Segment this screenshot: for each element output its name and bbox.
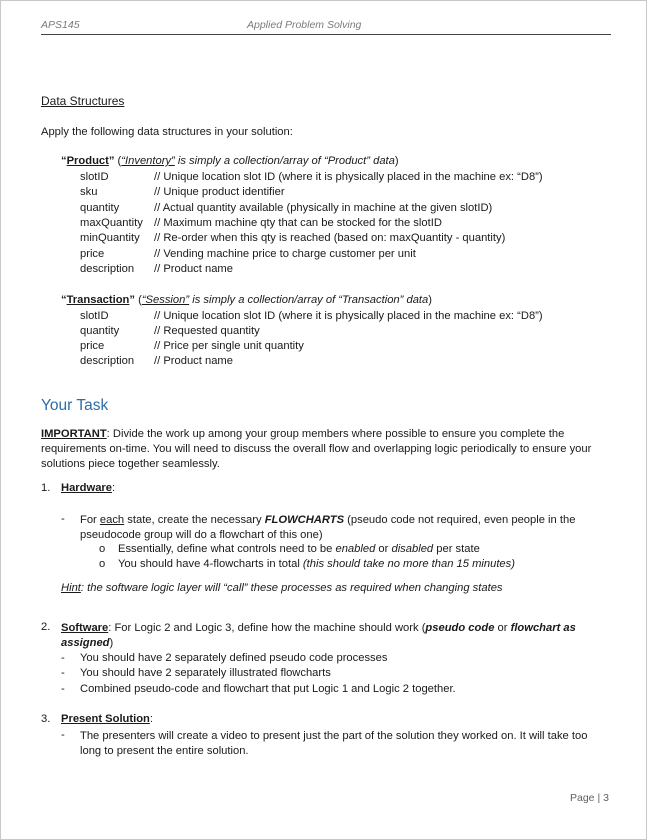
data-structures-intro: Apply the following data structures in your solution: xyxy=(41,126,293,138)
field-comment: // Unique location slot ID (where it is physically placed in the machine ex: “D8”) xyxy=(154,171,543,183)
field-comment: // Product name xyxy=(154,355,233,367)
hardware-bullet-post: (pseudo code not required, even people in the pseudocode group will do a flowchart of this one) xyxy=(80,514,576,541)
present-colon: : xyxy=(149,713,153,725)
important-paragraph xyxy=(41,427,606,472)
software-number: 2. xyxy=(41,621,51,633)
software-or: or xyxy=(494,622,511,634)
field-name: price xyxy=(80,248,105,260)
sub1-disabled: disabled xyxy=(391,543,434,555)
header-course-title: Applied Problem Solving xyxy=(247,19,362,31)
hardware-bullet-flowcharts: FLOWCHARTS xyxy=(264,514,345,526)
product-quote-open: “ xyxy=(61,155,67,167)
sub1-or: or xyxy=(375,543,392,555)
field-name: minQuantity xyxy=(80,232,140,244)
hardware-label: Hardware xyxy=(61,482,112,494)
present-number: 3. xyxy=(41,713,51,725)
present-heading xyxy=(61,713,153,725)
field-name: price xyxy=(80,340,105,352)
field-name: slotID xyxy=(80,171,109,183)
dash-bullet: - xyxy=(61,683,65,695)
hardware-hint xyxy=(61,582,503,594)
hint-text: : the software logic layer will “call” these processes as required when changing states xyxy=(80,582,503,594)
hardware-bullet-pre: For xyxy=(80,514,100,526)
product-heading xyxy=(61,155,399,167)
hardware-sub-bullet-1 xyxy=(118,543,480,555)
software-text-post: Logic 2 and Logic 3, define how the machine should work ( xyxy=(134,622,426,634)
field-name: maxQuantity xyxy=(80,217,143,229)
software-close: ) xyxy=(109,637,114,649)
software-flowchart: flowchart as assigned xyxy=(61,622,576,649)
software-label: Software xyxy=(61,622,109,634)
hardware-number: 1. xyxy=(41,482,51,494)
field-comment: // Actual quantity available (physically in machine at the given slotID) xyxy=(154,202,493,214)
field-name: description xyxy=(80,263,135,275)
field-name: quantity xyxy=(80,202,120,214)
important-label: IMPORTANT xyxy=(41,428,107,440)
sub1-pre: Essentially, define what controls need to be xyxy=(118,543,336,555)
dash-bullet: - xyxy=(61,729,65,741)
field-comment: // Maximum machine qty that can be stocked for the slotID xyxy=(154,217,442,229)
transaction-note-rest: is simply a collection/array of “Transaction” data xyxy=(189,294,429,306)
your-task-heading: Your Task xyxy=(41,397,109,414)
transaction-note-prefix: ( xyxy=(134,294,142,306)
product-note-suffix: ) xyxy=(394,155,399,167)
important-text: : Divide the work up among your group members where possible to ensure you complete the requirements on-time. You will need to discuss the overall flow and overlapping logic periodically to ensure your solutions piece together seamlessly. xyxy=(41,428,592,470)
software-pseudo: pseudo code xyxy=(425,622,495,634)
field-name: quantity xyxy=(80,325,120,337)
circle-bullet: o xyxy=(99,558,106,570)
hardware-bullet-mid: state, create the necessary xyxy=(124,514,265,526)
dash-bullet: - xyxy=(61,513,65,525)
field-name: description xyxy=(80,355,135,367)
present-bullet: The presenters will create a video to present just the part of the solution they worked on. It will take too long to present the entire solution. xyxy=(80,730,588,757)
field-comment: // Product name xyxy=(154,263,233,275)
transaction-heading xyxy=(61,294,432,306)
transaction-note-session: “Session” xyxy=(141,294,190,306)
hardware-bullet xyxy=(80,513,605,543)
sub1-enabled: enabled xyxy=(335,543,376,555)
field-name: sku xyxy=(80,186,98,198)
software-bullet: You should have 2 separately illustrated flowcharts xyxy=(80,667,331,679)
circle-bullet: o xyxy=(99,543,106,555)
hardware-heading xyxy=(61,482,115,494)
transaction-quote-open: “ xyxy=(61,294,67,306)
transaction-note-suffix: ) xyxy=(428,294,432,306)
field-comment: // Unique product identifier xyxy=(154,186,285,198)
present-label: Present Solution xyxy=(61,713,150,725)
field-comment: // Vending machine price to charge customer per unit xyxy=(154,248,416,260)
transaction-name: Transaction xyxy=(66,294,130,306)
page-number: Page | 3 xyxy=(570,792,609,804)
hardware-sub-bullet-2 xyxy=(118,558,515,570)
header-rule xyxy=(41,34,611,35)
field-comment: // Price per single unit quantity xyxy=(154,340,304,352)
field-name: slotID xyxy=(80,310,109,322)
product-name: Product xyxy=(66,155,109,167)
transaction-quote-close: ” xyxy=(129,294,135,306)
product-note-inventory: “Inventory” xyxy=(121,155,175,167)
hardware-bullet-each: each xyxy=(99,514,125,526)
hardware-colon: : xyxy=(112,482,116,494)
data-structures-heading: Data Structures xyxy=(41,94,125,108)
product-quote-close: ” xyxy=(108,155,115,167)
sub1-post: per state xyxy=(433,543,480,555)
software-bullet: Combined pseudo-code and flowchart that put Logic 1 and Logic 2 together. xyxy=(80,683,456,695)
header-course-code: APS145 xyxy=(41,19,80,31)
sub2-italic: (this should take no more than 15 minutes) xyxy=(302,558,515,570)
software-text-pre: : For xyxy=(108,622,135,634)
hint-label: Hint xyxy=(61,582,81,594)
field-comment: // Unique location slot ID (where it is physically placed in the machine ex: “D8”) xyxy=(154,310,543,322)
dash-bullet: - xyxy=(61,667,65,679)
software-bullet: You should have 2 separately defined pseudo code processes xyxy=(80,652,388,664)
sub2-pre: You should have 4-flowcharts in total xyxy=(118,558,303,570)
field-comment: // Re-order when this qty is reached (based on: maxQuantity - quantity) xyxy=(154,232,506,244)
field-comment: // Requested quantity xyxy=(154,325,260,337)
product-note-prefix: ( xyxy=(114,155,122,167)
software-heading xyxy=(61,621,606,651)
dash-bullet: - xyxy=(61,652,65,664)
product-note-rest: is simply a collection/array of “Product” data xyxy=(174,155,395,167)
